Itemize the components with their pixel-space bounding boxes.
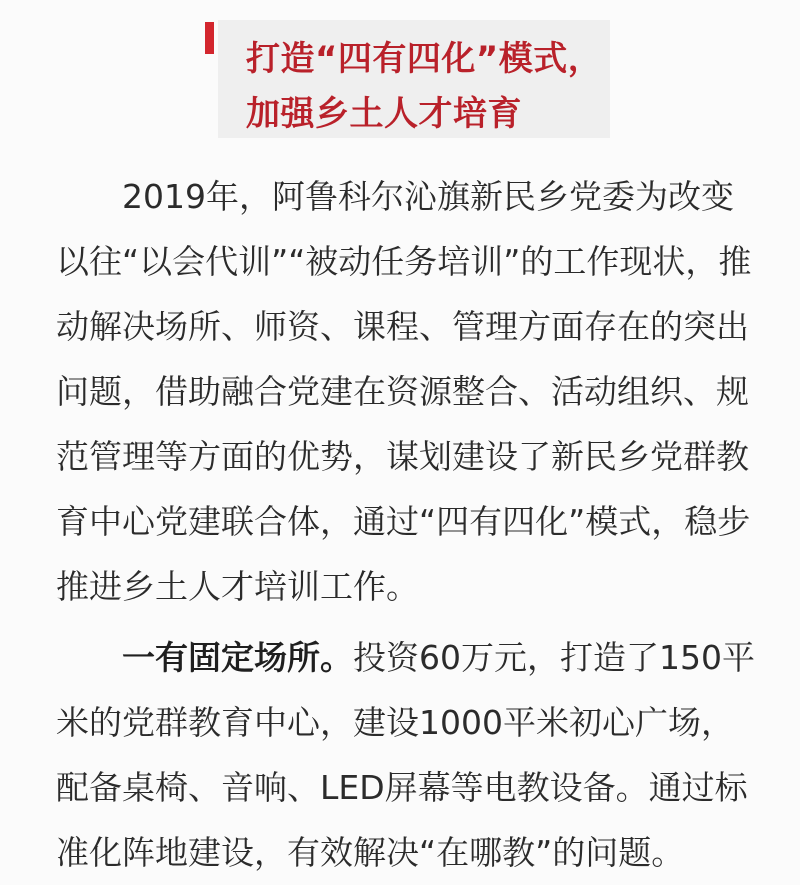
paragraph-line: 以往“以会代训”“被动任务培训”的工作现状，推 [56, 242, 752, 281]
paragraph-line: 问题，借助融合党建在资源整合、活动组织、规 [56, 372, 749, 411]
paragraph-line: 育中心党建联合体，通过“四有四化”模式，稳步 [56, 502, 751, 541]
paragraph-line: 动解决场所、师资、课程、管理方面存在的突出 [56, 307, 749, 346]
paragraph-line: 推进乡土人才培训工作。 [56, 567, 419, 606]
paragraph-line: 范管理等方面的优势，谋划建设了新民乡党群教 [56, 437, 749, 476]
paragraph-lead: 一有固定场所。 [56, 638, 353, 677]
paragraph-line: 米的党群教育中心，建设1000平米初心广场， [56, 703, 734, 742]
paragraph-line: 准化阵地建设，有效解决“在哪教”的问题。 [56, 833, 685, 872]
paragraph-intro [56, 164, 756, 619]
paragraph-line [56, 625, 756, 690]
paragraph-line: 2019年，阿鲁科尔沁旗新民乡党委为改变 [56, 177, 734, 216]
heading-line-1: 打造“四有四化”模式， [246, 39, 603, 79]
heading-line-2: 加强乡土人才培育 [246, 94, 522, 134]
paragraph-line-rest: 投资60万元，打造了150平 [353, 638, 755, 677]
paragraph-fixed-place [56, 625, 756, 885]
article-body [56, 164, 756, 885]
section-heading [246, 32, 602, 142]
heading-accent-bar [205, 22, 214, 54]
paragraph-line: 配备桌椅、音响、LED屏幕等电教设备。通过标 [56, 768, 748, 807]
